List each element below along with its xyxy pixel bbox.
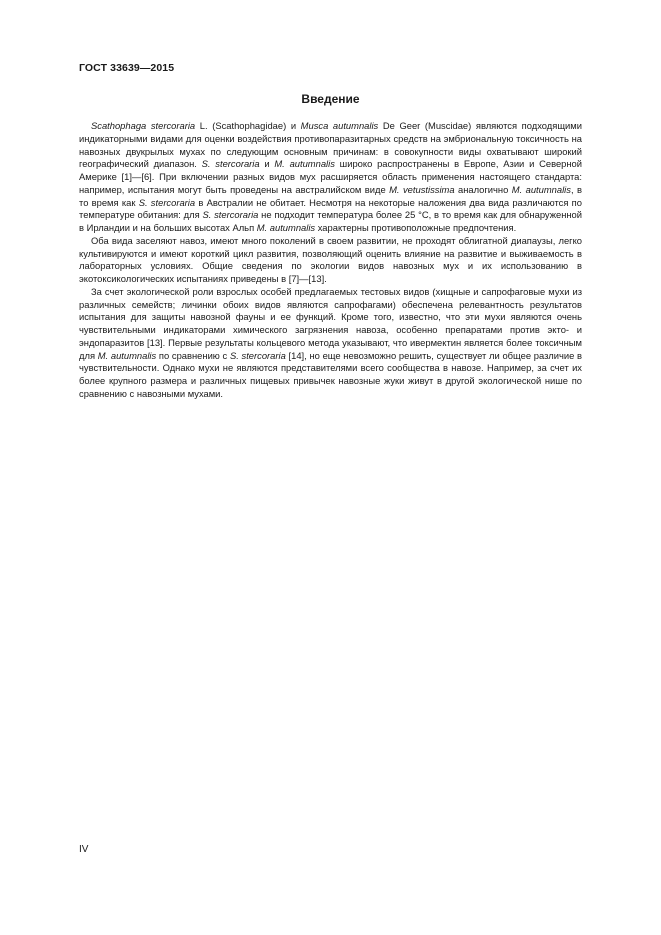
species-name: S. stercoraria [229,349,286,361]
species-name: M. autumnalis [97,349,157,361]
text-run: широко распространены в Европе, Азии и Северной Америке [1]—[6]. При включении разных видов мух расширяется область применения настоящего стандарта: например, испытания могут быть проведены на австралийском виде [79,158,582,195]
text-run: L. (Scathophagidae) и [195,120,301,131]
text-run: по сравнению с [156,349,230,361]
species-name: S. stercoraria [202,209,259,221]
text-run: не подходит температура более 25 °С, в то время как для обнаруженной в Ирландии и на больших высотах Альп [79,209,583,233]
body-text [79,120,582,401]
text-run: За счет экологической роли взрослых особей предлагаемых тестовых видов (хищные и сапрофаговые мухи из различных семейств; личинки обоих видов являются сапрофагами) обеспечена релевантность результатов испытания для защиты навозной фауны и ее функций. Кроме того, известно, что эти мухи являются очень чувствительными индикаторами химического загрязнения навоза, особенно препаратами против экто- и эндопаразитов [13]. Первые результаты кольцевого метода указывают, что ивермектин является более токсичным для [79,285,582,361]
document-code: ГОСТ 33639—2015 [79,62,175,74]
species-name: M. vetustissima [389,183,455,195]
species-name: S. stercoraria [201,158,260,170]
paragraph-3 [79,286,582,401]
species-name: Scathophaga stercoraria [91,120,196,131]
species-name: Musca autumnalis [300,120,379,131]
section-title: Введение [301,92,360,106]
text-run: в Австралии не обитает. Несмотря на некоторые наложения два вида различаются по температуре обитания: для [79,196,582,221]
species-name: S. stercoraria [138,196,196,208]
species-name: M. autumnalis [511,183,571,195]
text-run: , в то время как [79,183,582,208]
text-run: аналогично [454,183,512,195]
page-number: IV [79,844,89,855]
paragraph-2 [79,235,582,286]
text-run: характерны противоположные предпочтения. [315,222,517,233]
species-name: M. autumnalis [256,222,316,233]
text-run: De Geer (Muscidae) являются подходящими индикаторными видами для оценки воздействия противопаразитарных средств на эмбриональную токсичность на навозных двукрылых мухах по следующим основным причинам: в совокупности виды охватывают широкий географический диапазон. [79,120,582,170]
text-run: и [259,158,275,170]
species-name: M. autumnalis [274,158,335,170]
text-run: [14], но еще невозможно решить, существует ли общее различие в чувствительности. Однако мухи не являются представителями всего сообщества в навозе. Например, за счет их более крупного размера и различных пищевых привычек навозные жуки живут в другой экологической нише по сравнению с навозными мухами. [79,349,583,399]
text-run: Оба вида заселяют навоз, имеют много поколений в своем развитии, не проходят облигатной диапаузы, легко культивируются и имеют короткий цикл развития, позволяющий оценить влияние на развитие и выживаемость в лабораторных условиях. Общие сведения по экологии видов навозных мух и их использованию в экотоксикологических испытаниях приведены в [7]—[13]. [79,234,582,284]
paragraph-1 [79,120,582,235]
